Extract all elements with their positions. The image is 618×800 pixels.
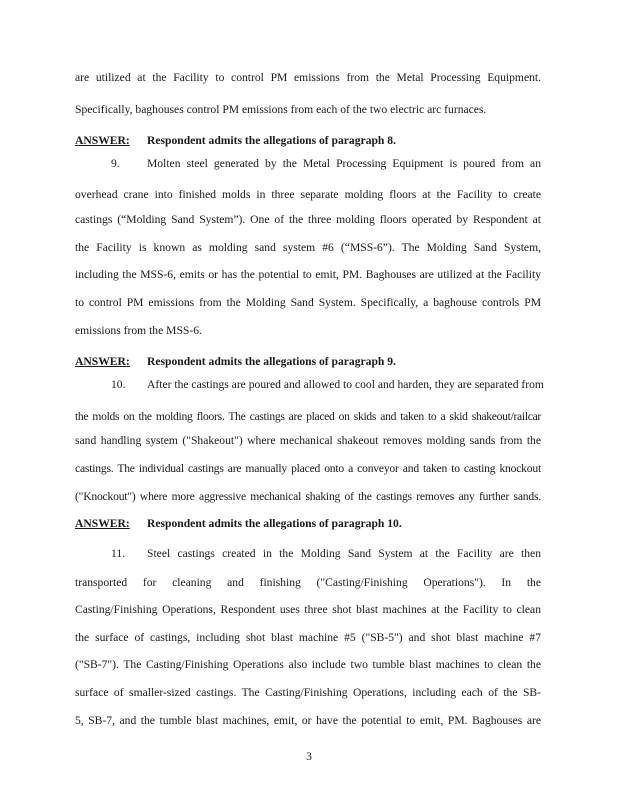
- text-line: castings (“Molding Sand System”). One of the three molding floors operated by Respondent at: [75, 213, 541, 226]
- answer-label: ANSWER:: [75, 355, 130, 368]
- text-line: surface of smaller-sized castings. The Casting/Finishing Operations, including each of the SB-: [75, 686, 541, 699]
- text-line: After the castings are poured and allowed to cool and harden, they are separated from: [147, 378, 544, 391]
- paragraph-10-first-line: [75, 378, 544, 392]
- paragraph-9-first-line: [75, 157, 541, 171]
- text-line: the surface of castings, including shot blast machine #5 ("SB-5") and shot blast machine #7: [75, 631, 541, 644]
- answer-text: Respondent admits the allegations of paragraph 8.: [147, 134, 396, 147]
- paragraph-number: 10.: [111, 378, 126, 391]
- paragraph-11-first-line: [75, 547, 541, 561]
- text-line: to control PM emissions from the Molding Sand System. Specifically, a baghouse controls PM: [75, 296, 541, 309]
- answer-text: Respondent admits the allegations of paragraph 10.: [147, 517, 402, 530]
- paragraph-number: 9.: [111, 157, 120, 170]
- text-line: are utilized at the Facility to control PM emissions from the Metal Processing Equipment.: [75, 71, 541, 84]
- text-line: ("Knockout") where more aggressive mechanical shaking of the castings removes any further sands.: [75, 490, 541, 503]
- paragraph-number: 11.: [111, 547, 126, 560]
- text-line: Casting/Finishing Operations, Respondent uses three shot blast machines at the Facility to clean: [75, 603, 541, 616]
- text-line: the molds on the molding floors. The castings are placed on skids and taken to a skid shakeout/railcar: [75, 410, 541, 423]
- text-line: sand handling system ("Shakeout") where mechanical shakeout removes molding sands from the: [75, 434, 541, 447]
- text-line: ("SB-7"). The Casting/Finishing Operations also include two tumble blast machines to clean the: [75, 658, 541, 671]
- answer-label: ANSWER:: [75, 517, 130, 530]
- answer-paragraph-10: [75, 517, 541, 531]
- text-line: including the MSS-6, emits or has the potential to emit, PM. Baghouses are utilized at the Facility: [75, 268, 541, 281]
- text-line: 5, SB-7, and the tumble blast machines, emit, or have the potential to emit, PM. Baghouses are: [75, 714, 541, 727]
- page-number: 3: [306, 750, 312, 763]
- answer-paragraph-8: [75, 134, 541, 148]
- text-line: Molten steel generated by the Metal Processing Equipment is poured from an: [147, 157, 541, 170]
- text-line: overhead crane into finished molds in three separate molding floors at the Facility to create: [75, 188, 541, 201]
- text-line: emissions from the MSS-6.: [75, 324, 202, 337]
- answer-text: Respondent admits the allegations of paragraph 9.: [147, 355, 396, 368]
- text-line: the Facility is known as molding sand system #6 (“MSS-6”). The Molding Sand System,: [75, 241, 541, 254]
- text-line: castings. The individual castings are manually placed onto a conveyor and taken to casting knockout: [75, 462, 541, 475]
- text-line: Specifically, baghouses control PM emissions from each of the two electric arc furnaces.: [75, 103, 487, 116]
- text-line: transported for cleaning and finishing ("Casting/Finishing Operations"). In the: [75, 576, 541, 589]
- text-line: Steel castings created in the Molding Sand System at the Facility are then: [147, 547, 541, 560]
- answer-paragraph-9: [75, 355, 541, 369]
- answer-label: ANSWER:: [75, 134, 130, 147]
